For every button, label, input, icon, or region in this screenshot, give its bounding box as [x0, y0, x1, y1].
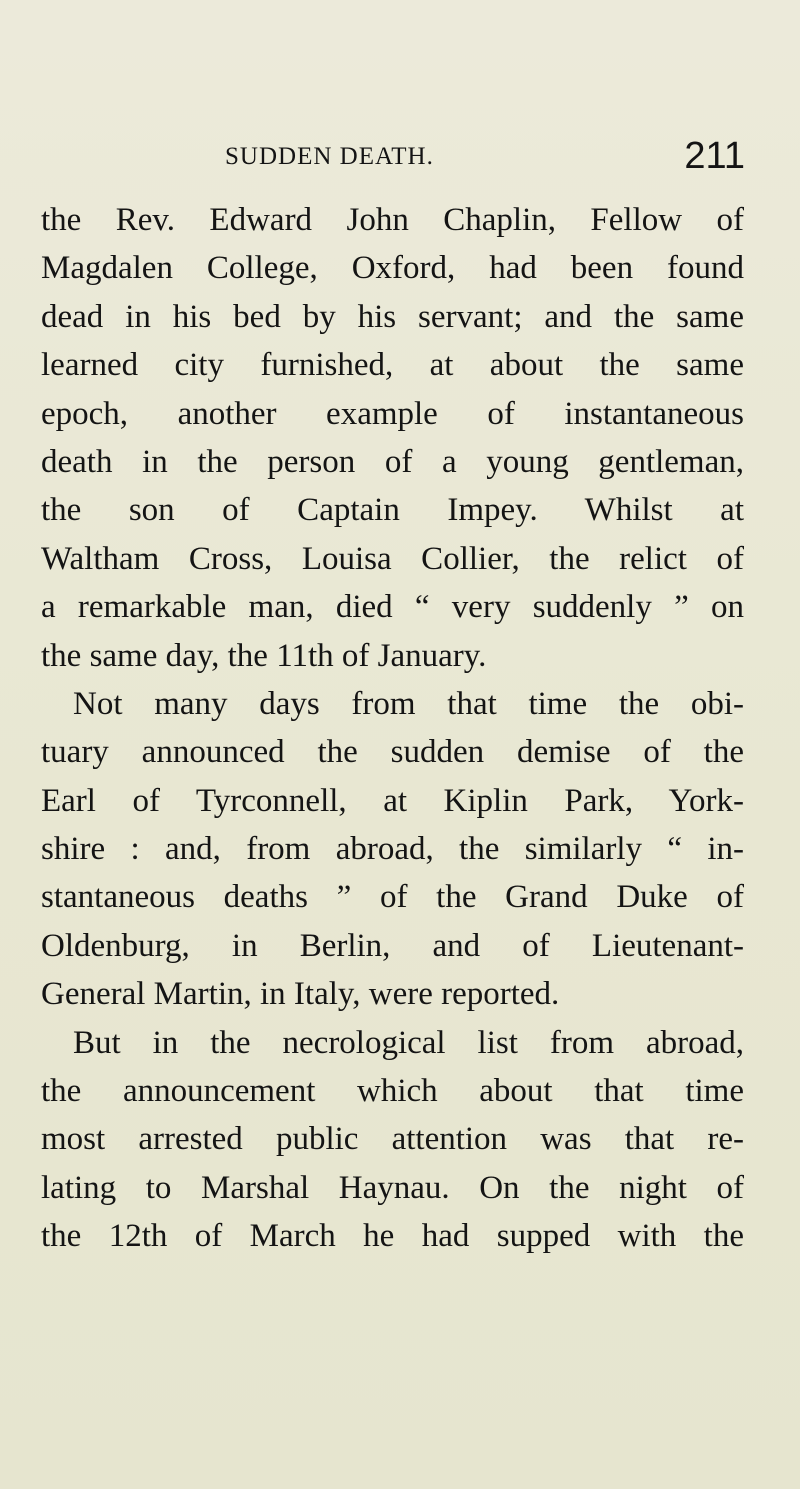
- text-line: Not many days from that time the obi-: [73, 685, 744, 722]
- text-line: Earl of Tyrconnell, at Kiplin Park, York-: [41, 782, 744, 819]
- text-line: the son of Captain Impey. Whilst at: [41, 492, 744, 529]
- text-line: the same day, the 11th of January.: [41, 637, 487, 674]
- text-line: the 12th of March he had supped with the: [41, 1218, 744, 1255]
- text-line: stantaneous deaths ” of the Grand Duke of: [41, 879, 744, 916]
- text-line: a remarkable man, died “ very suddenly ” on: [41, 589, 744, 626]
- text-line: epoch, another example of instantaneous: [41, 395, 744, 432]
- text-line: Oldenburg, in Berlin, and of Lieutenant-: [41, 927, 744, 964]
- text-line: Magdalen College, Oxford, had been found: [41, 250, 744, 287]
- text-line: Waltham Cross, Louisa Collier, the relict of: [41, 540, 744, 577]
- text-line: the Rev. Edward John Chaplin, Fellow of: [41, 202, 744, 238]
- text-line: But in the necrological list from abroad,: [73, 1024, 744, 1061]
- text-line: General Martin, in Italy, were reported.: [41, 976, 560, 1013]
- running-title: SUDDEN DEATH.: [225, 143, 434, 170]
- text-line: tuary announced the sudden demise of the: [41, 734, 744, 771]
- running-head: [225, 136, 745, 186]
- text-line: shire : and, from abroad, the similarly “ in-: [41, 831, 744, 868]
- text-line: learned city furnished, at about the same: [41, 347, 744, 384]
- page-number: 211: [684, 135, 745, 177]
- text-line: death in the person of a young gentleman,: [41, 443, 744, 480]
- text-line: the announcement which about that time: [41, 1073, 744, 1110]
- text-line: most arrested public attention was that re-: [41, 1121, 744, 1158]
- body-text: [41, 196, 744, 1261]
- text-line: lating to Marshal Haynau. On the night of: [41, 1169, 744, 1206]
- text-line: dead in his bed by his servant; and the same: [41, 298, 744, 335]
